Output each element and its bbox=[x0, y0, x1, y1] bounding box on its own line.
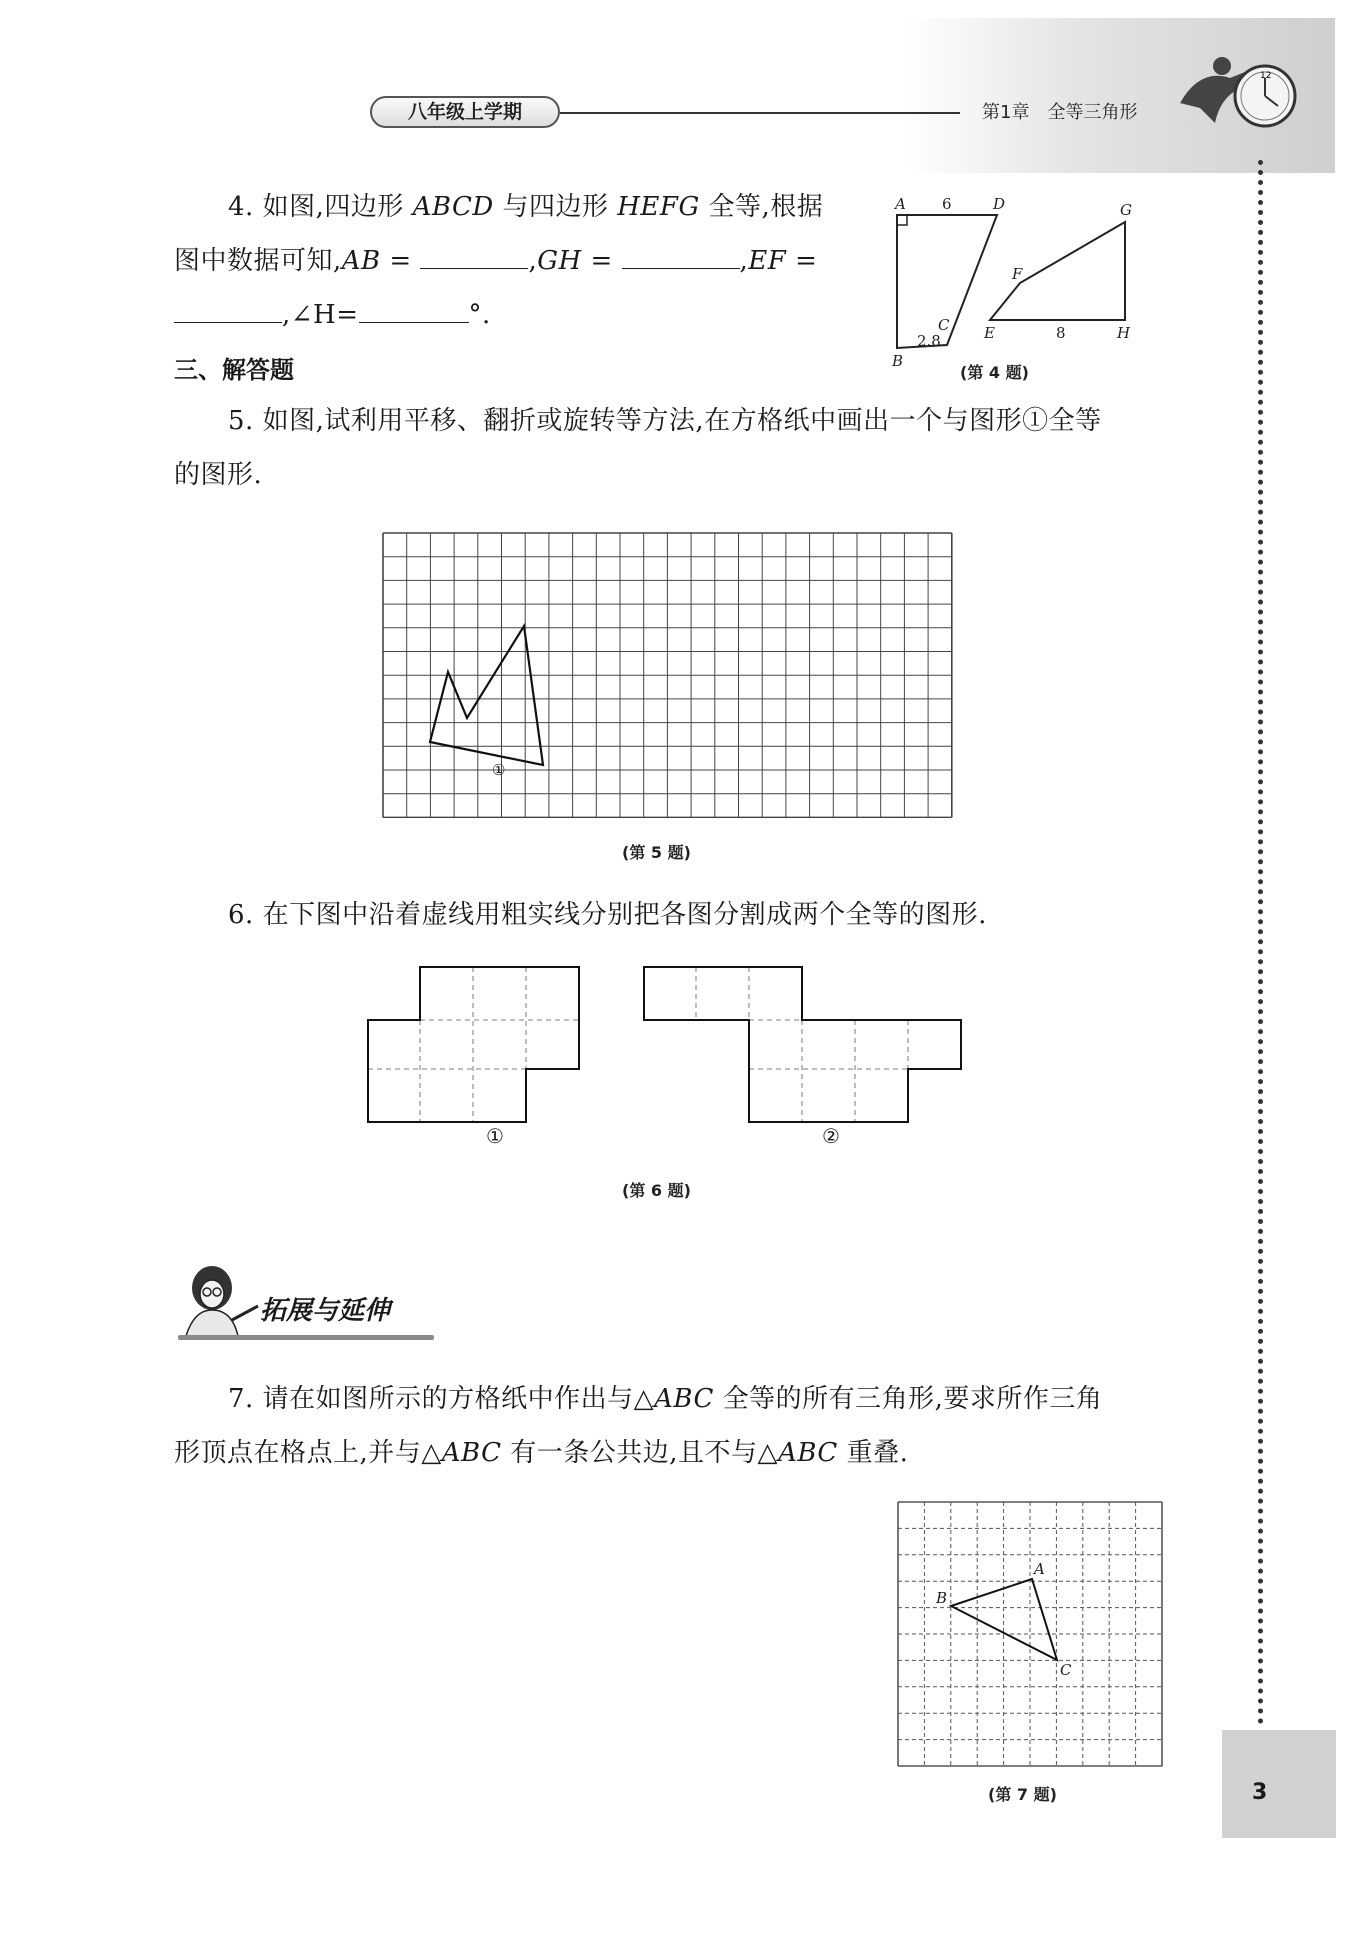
length-bc: 2.8 bbox=[917, 332, 941, 350]
q6-caption: (第 6 题) bbox=[622, 1181, 691, 1200]
label-c: C bbox=[938, 316, 950, 334]
chapter-number: 第1章 bbox=[982, 102, 1030, 123]
page-number-tab bbox=[1222, 1730, 1336, 1838]
q5-line1: 5. 如图,试利用平移、翻折或旋转等方法,在方格纸中画出一个与图形①全等 bbox=[228, 406, 1102, 436]
answer-blank-ef[interactable] bbox=[174, 294, 282, 323]
header-rule bbox=[560, 112, 960, 114]
q4-figure bbox=[880, 190, 1150, 370]
q5-line2: 的图形. bbox=[174, 460, 263, 490]
q7-line2: 形顶点在格点上,并与△ABC 有一条公共边,且不与△ABC 重叠. bbox=[174, 1438, 909, 1468]
label-a: A bbox=[1034, 1560, 1045, 1578]
label-f: F bbox=[1012, 265, 1023, 283]
right-angle-mark bbox=[897, 215, 907, 225]
q7-grid-figure bbox=[896, 1500, 1166, 1768]
answer-blank-angle-h[interactable] bbox=[359, 294, 469, 323]
teacher-icon bbox=[176, 1262, 266, 1338]
label-h: H bbox=[1117, 324, 1131, 342]
extension-title: 拓展与延伸 bbox=[260, 1296, 391, 1326]
section-title: 三、解答题 bbox=[174, 356, 294, 384]
triangle-abc bbox=[951, 1579, 1057, 1660]
page-number: 3 bbox=[1252, 1780, 1268, 1805]
q4-caption: (第 4 题) bbox=[960, 363, 1029, 382]
clock-icon bbox=[1235, 66, 1295, 126]
label-a: A bbox=[895, 195, 906, 213]
shape-1 bbox=[430, 626, 543, 765]
length-ad: 6 bbox=[942, 195, 952, 213]
q7-caption: (第 7 题) bbox=[988, 1785, 1057, 1804]
label-g: G bbox=[1120, 201, 1132, 219]
q4-line3: ,∠H= °. bbox=[174, 288, 491, 342]
label-e: E bbox=[984, 324, 995, 342]
q5-grid-figure bbox=[382, 532, 954, 818]
runner-icon bbox=[1160, 48, 1310, 138]
answer-blank-gh[interactable] bbox=[622, 240, 740, 269]
label-d: D bbox=[993, 195, 1006, 213]
label-c: C bbox=[1060, 1661, 1072, 1679]
chapter-heading bbox=[982, 98, 1155, 124]
q5-caption: (第 5 题) bbox=[622, 843, 691, 862]
q4-line1: 4. 如图,四边形 ABCD 与四边形 HEFG 全等,根据 bbox=[228, 192, 824, 222]
quad-hefg bbox=[990, 222, 1125, 320]
q4-line2: 图中数据可知,AB = ,GH = ,EF = bbox=[174, 234, 817, 288]
extension-rule bbox=[178, 1335, 434, 1340]
margin-dotted-line bbox=[1258, 160, 1263, 1725]
shape-1-label: ① bbox=[492, 761, 506, 779]
q6-figure-1 bbox=[366, 962, 596, 1132]
q6-label-2: ② bbox=[822, 1124, 841, 1148]
label-b: B bbox=[936, 1589, 948, 1607]
q6-line1: 6. 在下图中沿着虚线用粗实线分别把各图分割成两个全等的图形. bbox=[228, 900, 987, 930]
grade-label: 八年级上学期 bbox=[370, 96, 560, 128]
q6-figure-2 bbox=[642, 962, 972, 1132]
label-b: B bbox=[892, 352, 904, 370]
svg-text:12: 12 bbox=[1260, 71, 1272, 81]
q7-line1: 7. 请在如图所示的方格纸中作出与△ABC 全等的所有三角形,要求所作三角 bbox=[228, 1384, 1103, 1414]
length-eh: 8 bbox=[1056, 324, 1066, 342]
answer-blank-ab[interactable] bbox=[420, 240, 528, 269]
chapter-title: 全等三角形 bbox=[1047, 102, 1138, 123]
q6-label-1: ① bbox=[486, 1124, 505, 1148]
